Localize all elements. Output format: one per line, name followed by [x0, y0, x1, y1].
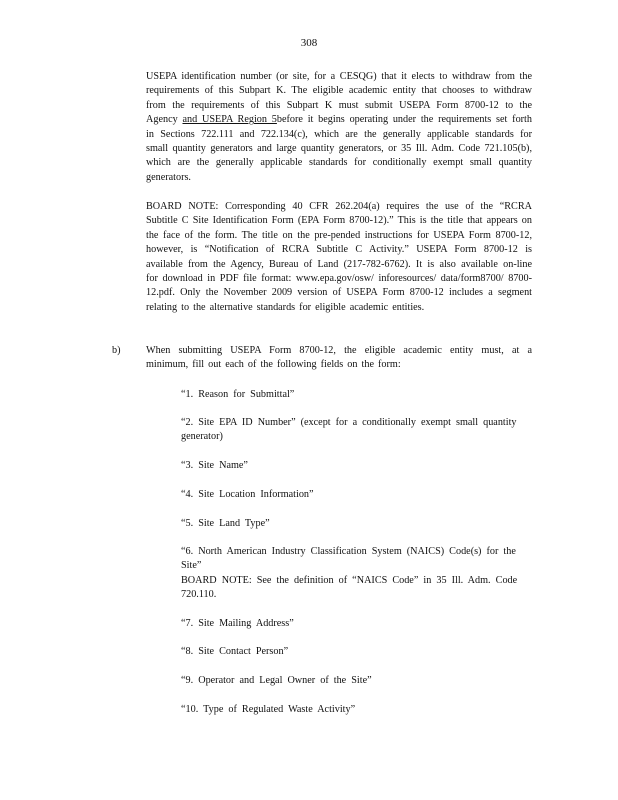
field-item: “8. Site Contact Person”	[181, 646, 289, 657]
subsection-b-text: When submitting USEPA Form 8700-12, the eligible academic entity must, at a minimum, fill out each of the following fields on the form:	[146, 345, 532, 371]
field-item: “2. Site EPA ID Number” (except for a conditionally exempt small quantity generator)	[181, 417, 517, 443]
field-item: “5. Site Land Type”	[181, 518, 270, 529]
board-note-paragraph: BOARD NOTE: Corresponding 40 CFR 262.204(a) requires the use of the “RCRA Subtitle C Site Identification Form (EPA Form 8700-12).” This is the title that appears on the face of the form. The title on the pre-pended instructions for USEPA Form 8700-12, however, is “Notification of RCRA Subtitle C Activity.” USEPA Form 8700-12 is available from the Agency, Bureau of Land (217-782-6762). It is also available on-line for download in PDF file format: www.epa.gov/osw/ inforesources/ data/form8700/ 8700-12.pdf. Only the November 2009 version of USEPA Form 8700-12 includes a segment relating to the alternative standards for eligible academic entities.	[146, 201, 532, 313]
underlined-insertion: and USEPA Region 5	[182, 114, 277, 126]
field-board-note: BOARD NOTE: See the definition of “NAICS Code” in 35 Ill. Adm. Code 720.110.	[181, 574, 518, 601]
field-item: “4. Site Location Information”	[181, 489, 314, 500]
intro-text-start: USEPA identification number (or site, for a CESQG) that it elects to withdraw from the requirements of this Subpart K. The eligible academic entity that chooses to withdraw from the requirements of this Subpart K must submit USEPA Form 8700-12 to the Agency	[146, 71, 532, 126]
intro-paragraph	[146, 70, 532, 185]
field-item: “1. Reason for Submittal”	[181, 389, 295, 400]
subsection-marker: b)	[112, 345, 121, 356]
field-item: “9. Operator and Legal Owner of the Site”	[181, 675, 372, 686]
page-number: 308	[300, 37, 318, 49]
field-item: “10. Type of Regulated Waste Activity”	[181, 704, 356, 715]
field-item: “3. Site Name”	[181, 460, 248, 471]
intro-text-end: before it begins operating under the requirements set forth in Sections 722.111 and 722.134(c), which are the generally applicable standards for small quantity generators and large quantity generators, or 35 Ill. Adm. Code 721.105(b), which are the generally applicable standards for conditionally exempt small quantity generators.	[146, 114, 532, 183]
field-item: “7. Site Mailing Address”	[181, 618, 294, 629]
field-item-with-note	[181, 545, 532, 603]
field-item: “6. North American Industry Classification System (NAICS) Code(s) for the Site”	[181, 546, 516, 572]
